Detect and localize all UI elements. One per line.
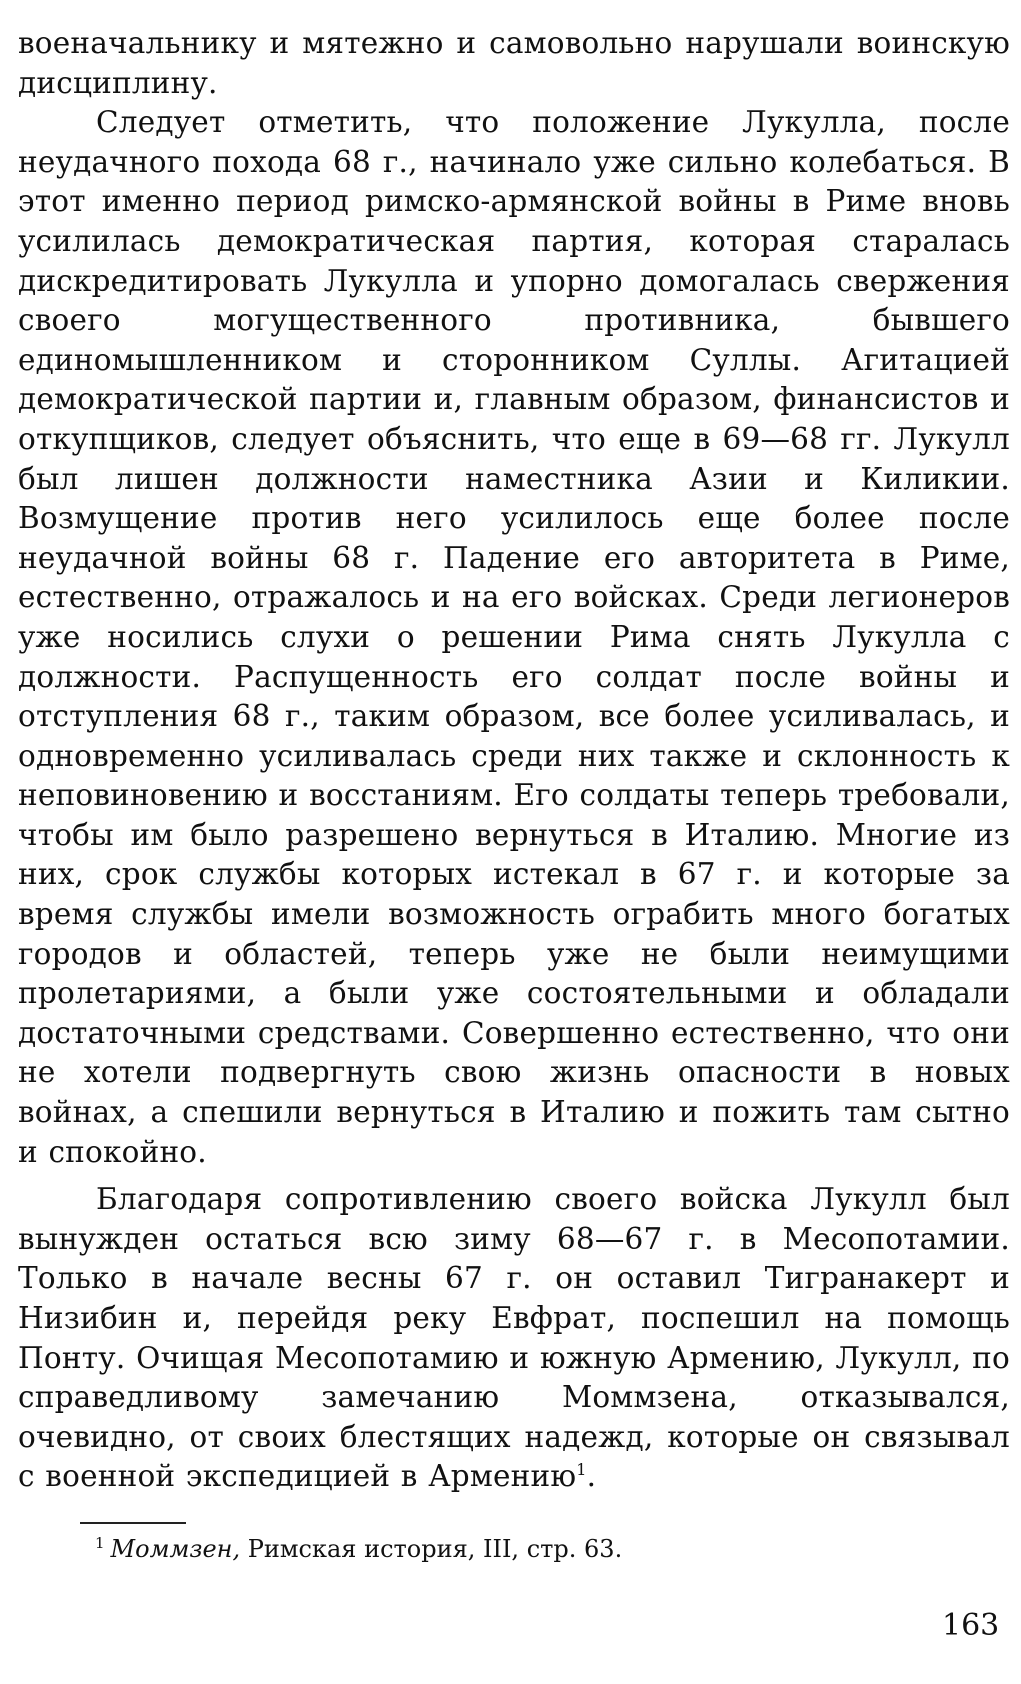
footnote bbox=[95, 1528, 622, 1564]
paragraph-3: Благодаря сопротивлению своего войска Лукулл был вынужден остаться всю зиму 68—67 г. в Месопотамии. Только в начале весны 67 г. он оставил Тигранакерт и Низибин и, перейдя реку Евфрат, поспешил на помощь Понту. Очищая Месопотамию и южную Армению, Лукулл, по справедливому замечанию Моммзена, отказывался, очевидно, от своих блестящих надежд, которые он связывал с военной экспедицией в Армению$^1$. bbox=[18, 1182, 1010, 1494]
page-body bbox=[18, 24, 1010, 1497]
paragraph-1: военачальнику и мятежно и самовольно нарушали воинскую дисциплину. bbox=[18, 26, 1010, 100]
footnote-mark: 1 bbox=[95, 1534, 105, 1552]
paragraph-3-text: Благодаря сопротивлению своего войска Лукулл был вынужден остаться всю зиму 68—67 г. в Месопотамии. Только в начале весны 67 г. он оставил Тигранакерт и Низибин и, перейдя реку Евфрат, поспешил на помощь Понту. Очищая Месопотамию и южную Армению, Лукулл, по справедливому замечанию Моммзена, отказывался, очевидно, от своих блестящих надежд, которые он связывал с военной экспедицией в Армению bbox=[18, 1182, 1010, 1494]
footnote-text: Римская история, III, стр. 63. bbox=[240, 1535, 623, 1563]
footnote-reference: 1 bbox=[576, 1460, 587, 1480]
footnote-author: Моммзен, bbox=[110, 1535, 241, 1563]
footnote-divider bbox=[80, 1522, 186, 1524]
page-number: 163 bbox=[942, 1608, 1000, 1643]
paragraph-2: Следует отметить, что положение Лукулла, после неудачного похода 68 г., начинало уже сильно колебаться. В этот именно период римско-армянской войны в Риме вновь усилилась демократическая партия, которая старалась дискредитировать Лукулла и упорно домогалась свержения своего могущественного противника, бывшего единомышленником и сторонником Суллы. Агитацией демократической партии и, главным образом, финансистов и откупщиков, следует объяснить, что еще в 69—68 гг. Лукулл был лишен должности наместника Азии и Киликии. Возмущение против него усилилось еще более после неудачной войны 68 г. Падение его авторитета в Риме, естественно, отражалось и на его войсках. Среди легионеров уже носились слухи о решении Рима снять Лукулла с должности. Распущенность его солдат после войны и отступления 68 г., таким образом, все более усиливалась, и одновременно усиливалась среди них также и склонность к неповиновению и восстаниям. Его солдаты теперь требовали, чтобы им было разрешено вернуться в Италию. Многие из них, срок службы которых истекал в 67 г. и которые за время службы имели возможность ограбить много богатых городов и областей, теперь уже не были неимущими пролетариями, а были уже состоятельными и обладали достаточными средствами. Совершенно естественно, что они не хотели подвергнуть свою жизнь опасности в новых войнах, а спешили вернуться в Италию и пожить там сытно и спокойно. bbox=[18, 105, 1010, 1169]
